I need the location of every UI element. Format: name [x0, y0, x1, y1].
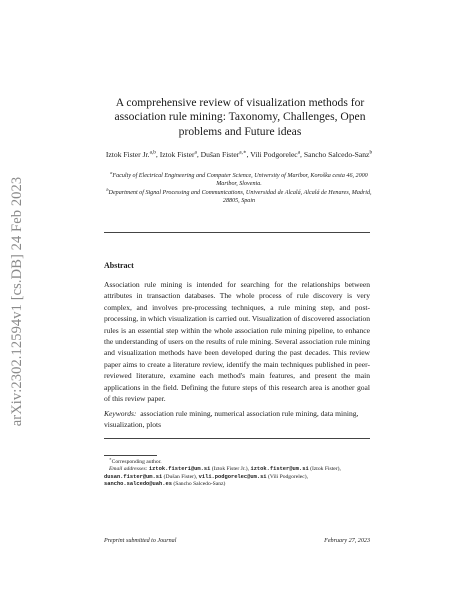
author-marks: a	[194, 149, 197, 156]
email-link[interactable]: vili.podgorelec@um.si	[198, 473, 267, 480]
author-marks: a,b	[149, 149, 156, 156]
email-link[interactable]: iztok.fister1@um.si	[148, 466, 211, 473]
email-owner: (Iztok Fister Jr.)	[211, 466, 248, 473]
abstract-heading: Abstract	[104, 261, 134, 270]
email-separator: ,	[195, 473, 199, 480]
keywords-text: association rule mining, numerical association rule mining, data mining, visualization, plots	[104, 409, 359, 430]
footer-left: Preprint submitted to Journal	[104, 538, 177, 544]
author-marks: a,∗	[239, 149, 247, 156]
author-separator: ,	[300, 150, 304, 159]
author	[106, 150, 160, 159]
abstract-bottom-rule	[104, 438, 370, 439]
author-name: Vili Podgorelec	[250, 150, 298, 159]
affiliations	[104, 169, 374, 205]
email-link[interactable]: sancho.salcedo@uah.es	[104, 481, 172, 488]
email-link[interactable]: dusan.fister@um.si	[104, 473, 163, 480]
affiliation-mark: a	[110, 169, 113, 175]
author-name: Dušan Fister	[200, 150, 240, 159]
email-separator: ,	[247, 466, 251, 473]
corresponding-mark: ∗	[109, 457, 112, 462]
author	[250, 150, 304, 159]
affiliation-text: Department of Signal Processing and Communications, Universidad de Alcalá, Alcalá de Henares, Madrid, 28805, Spain	[108, 189, 372, 204]
email-separator: ,	[339, 466, 341, 473]
author-name: Sancho Salcedo-Sanz	[303, 150, 370, 159]
author	[160, 150, 201, 159]
keywords	[104, 408, 370, 431]
author-name: Iztok Fister	[159, 150, 195, 159]
author-name: Iztok Fister Jr.	[105, 150, 150, 159]
email-owner: (Iztok Fister)	[310, 466, 340, 473]
author-separator: ,	[196, 150, 201, 159]
email-addresses	[104, 466, 370, 488]
page-footer	[104, 538, 370, 544]
paper-title: A comprehensive review of visualization methods for association rule mining: Taxonomy, Challenges, Open problems and Future ideas	[114, 96, 366, 138]
author-separator: ,	[246, 150, 251, 159]
email-owner: (Sancho Salcedo-Sanz)	[173, 481, 226, 488]
footnotes	[104, 459, 370, 489]
affiliation	[104, 169, 374, 189]
affiliation-text: Faculty of Electrical Engineering and Computer Science, University of Maribor, Koroška cesta 46, 2000 Maribor, Slovenia.	[112, 173, 368, 188]
author	[304, 150, 372, 159]
arxiv-stamp-container	[6, 151, 30, 451]
author-list	[104, 150, 374, 161]
author-separator: ,	[155, 150, 160, 159]
keywords-label: Keywords:	[104, 409, 137, 418]
footnote-rule	[104, 455, 157, 456]
footer-date: February 27, 2023	[324, 538, 370, 544]
abstract-top-rule	[104, 232, 370, 233]
author-marks: b	[369, 149, 373, 156]
email-label: Email addresses:	[109, 466, 148, 473]
email-separator: ,	[306, 473, 309, 480]
email-owner: (Dušan Fister)	[163, 473, 196, 480]
email-link[interactable]: iztok.fister@um.si	[250, 466, 309, 473]
author	[201, 150, 251, 159]
affiliation-mark: b	[106, 186, 109, 192]
author-marks: a	[297, 149, 301, 156]
affiliation	[104, 186, 374, 206]
email-owner: (Vili Podgorelec)	[267, 473, 307, 480]
abstract-text: Association rule mining is intended for searching for the relationships between attributes in transaction databases. The whole process of rule discovery is very complex, and involves pre-processing techniques, a rule mining step, and post-processing, in which visualization is carried out. Visualization of discovered association rules is an essential step within the whole association rule mining pipeline, to enhance the understanding of users on the results of rule mining. Several association rule mining and visualization methods have been developed during the past decades. This review paper aims to create a literature review, identify the main techniques published in peer-reviewed literature, examine each method's main features, and present the main applications in the field. Defining the future steps of this research area is another goal of this review paper.	[104, 280, 370, 404]
arxiv-stamp[interactable]: arXiv:2302.12594v1 [cs.DB] 24 Feb 2023	[9, 176, 26, 426]
corresponding-text: Corresponding author.	[111, 459, 162, 465]
